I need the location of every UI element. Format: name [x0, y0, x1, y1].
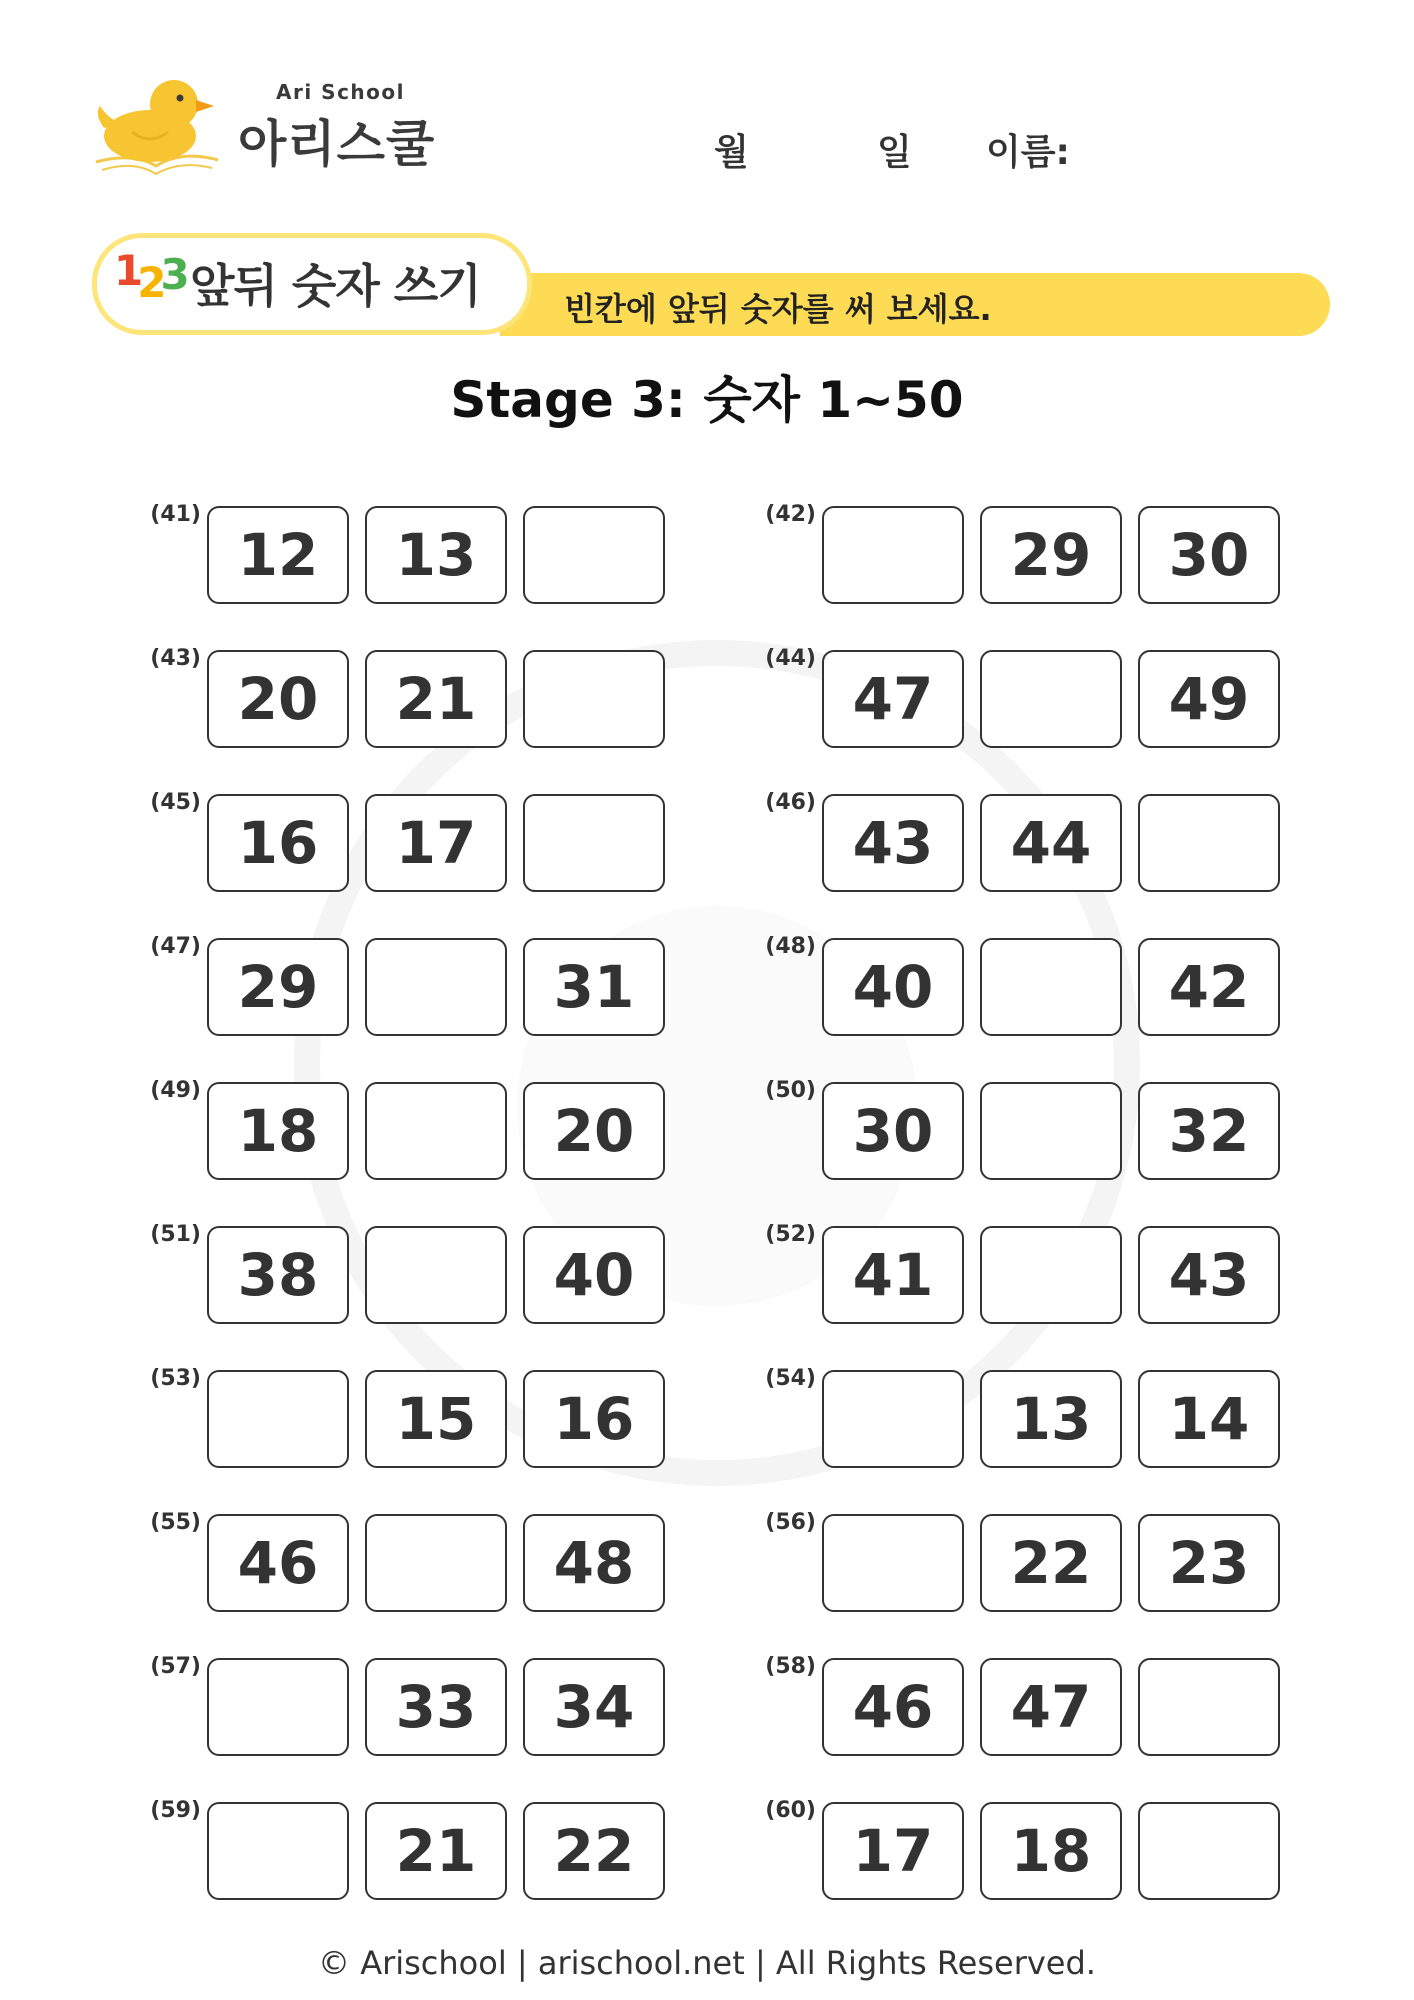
problem-number-label: (45) [150, 790, 201, 815]
number-box: 44 [980, 794, 1122, 892]
answer-blank-box[interactable] [365, 1226, 507, 1324]
number-box: 38 [207, 1226, 349, 1324]
problem-item [147, 1510, 687, 1614]
problem-item [147, 1654, 687, 1758]
number-box: 49 [1138, 650, 1280, 748]
icon-digit-one: 1 [114, 246, 138, 295]
number-box: 40 [822, 938, 964, 1036]
number-box: 12 [207, 506, 349, 604]
problem-number-label: (47) [150, 934, 201, 959]
number-box: 48 [523, 1514, 665, 1612]
icon-digit-two: 2 [137, 258, 161, 307]
number-box: 17 [822, 1802, 964, 1900]
answer-blank-box[interactable] [980, 650, 1122, 748]
problem-item [147, 1222, 687, 1326]
problem-item [762, 1654, 1302, 1758]
problem-item [147, 502, 687, 606]
answer-blank-box[interactable] [980, 938, 1122, 1036]
number-box: 15 [365, 1370, 507, 1468]
icon-digit-three: 3 [160, 250, 184, 299]
problem-number-label: (41) [150, 502, 201, 527]
number-box: 22 [523, 1802, 665, 1900]
month-label: 월 [714, 132, 749, 173]
answer-blank-box[interactable] [207, 1802, 349, 1900]
number-box: 17 [365, 794, 507, 892]
number-box: 34 [523, 1658, 665, 1756]
problem-item [762, 1798, 1302, 1902]
problem-item [762, 790, 1302, 894]
duck-logo-icon [92, 66, 222, 184]
number-box: 29 [980, 506, 1122, 604]
worksheet-title: 앞뒤 숫자 쓰기 [190, 259, 481, 313]
answer-blank-box[interactable] [523, 506, 665, 604]
copyright-footer: © Arischool | arischool.net | All Rights Reserved. [318, 1944, 1096, 1982]
watermark-circle [290, 636, 1144, 1490]
problem-item [147, 1798, 687, 1902]
number-box: 14 [1138, 1370, 1280, 1468]
number-box: 46 [207, 1514, 349, 1612]
brand-name-korean: 아리스쿨 [238, 115, 436, 173]
answer-blank-box[interactable] [365, 1082, 507, 1180]
number-box: 31 [523, 938, 665, 1036]
number-box: 41 [822, 1226, 964, 1324]
problem-number-label: (59) [150, 1798, 201, 1823]
number-box: 43 [1138, 1226, 1280, 1324]
stage-title: Stage 3: 숫자 1~50 [450, 371, 964, 429]
number-box: 20 [207, 650, 349, 748]
problem-item [147, 790, 687, 894]
number-box: 32 [1138, 1082, 1280, 1180]
problem-item [147, 1366, 687, 1470]
problem-item [147, 646, 687, 750]
answer-blank-box[interactable] [822, 1514, 964, 1612]
problem-number-label: (56) [765, 1510, 816, 1535]
number-box: 46 [822, 1658, 964, 1756]
problem-item [762, 1222, 1302, 1326]
number-box: 30 [822, 1082, 964, 1180]
number-box: 16 [207, 794, 349, 892]
problem-item [762, 934, 1302, 1038]
number-box: 13 [980, 1370, 1122, 1468]
answer-blank-box[interactable] [822, 1370, 964, 1468]
problem-number-label: (52) [765, 1222, 816, 1247]
number-box: 22 [980, 1514, 1122, 1612]
number-box: 30 [1138, 506, 1280, 604]
problem-number-label: (58) [765, 1654, 816, 1679]
number-box: 47 [822, 650, 964, 748]
problem-item [147, 1078, 687, 1182]
number-box: 42 [1138, 938, 1280, 1036]
problem-number-label: (57) [150, 1654, 201, 1679]
problem-number-label: (42) [765, 502, 816, 527]
answer-blank-box[interactable] [980, 1226, 1122, 1324]
number-box: 18 [207, 1082, 349, 1180]
problem-number-label: (46) [765, 790, 816, 815]
numbers-123-icon [114, 246, 184, 307]
number-box: 13 [365, 506, 507, 604]
problem-number-label: (54) [765, 1366, 816, 1391]
number-box: 20 [523, 1082, 665, 1180]
problem-number-label: (55) [150, 1510, 201, 1535]
answer-blank-box[interactable] [1138, 794, 1280, 892]
instruction-text: 빈칸에 앞뒤 숫자를 써 보세요. [564, 290, 992, 328]
answer-blank-box[interactable] [207, 1370, 349, 1468]
problem-number-label: (60) [765, 1798, 816, 1823]
answer-blank-box[interactable] [207, 1658, 349, 1756]
problem-number-label: (43) [150, 646, 201, 671]
answer-blank-box[interactable] [1138, 1658, 1280, 1756]
number-box: 21 [365, 1802, 507, 1900]
problem-item [762, 1366, 1302, 1470]
answer-blank-box[interactable] [980, 1082, 1122, 1180]
problem-number-label: (49) [150, 1078, 201, 1103]
problem-number-label: (50) [765, 1078, 816, 1103]
number-box: 47 [980, 1658, 1122, 1756]
number-box: 29 [207, 938, 349, 1036]
problem-item [147, 934, 687, 1038]
answer-blank-box[interactable] [1138, 1802, 1280, 1900]
number-box: 18 [980, 1802, 1122, 1900]
answer-blank-box[interactable] [523, 794, 665, 892]
problem-item [762, 1078, 1302, 1182]
answer-blank-box[interactable] [365, 938, 507, 1036]
problem-number-label: (48) [765, 934, 816, 959]
problem-number-label: (51) [150, 1222, 201, 1247]
answer-blank-box[interactable] [523, 650, 665, 748]
day-label: 일 [877, 132, 912, 173]
answer-blank-box[interactable] [822, 506, 964, 604]
problem-item [762, 646, 1302, 750]
name-label: 이름: [986, 132, 1070, 173]
number-box: 21 [365, 650, 507, 748]
problem-number-label: (44) [765, 646, 816, 671]
number-box: 16 [523, 1370, 665, 1468]
problem-item [762, 1510, 1302, 1614]
problem-number-label: (53) [150, 1366, 201, 1391]
answer-blank-box[interactable] [365, 1514, 507, 1612]
number-box: 40 [523, 1226, 665, 1324]
number-box: 33 [365, 1658, 507, 1756]
number-box: 43 [822, 794, 964, 892]
brand-name-english: Ari School [276, 80, 405, 104]
problem-item [762, 502, 1302, 606]
number-box: 23 [1138, 1514, 1280, 1612]
